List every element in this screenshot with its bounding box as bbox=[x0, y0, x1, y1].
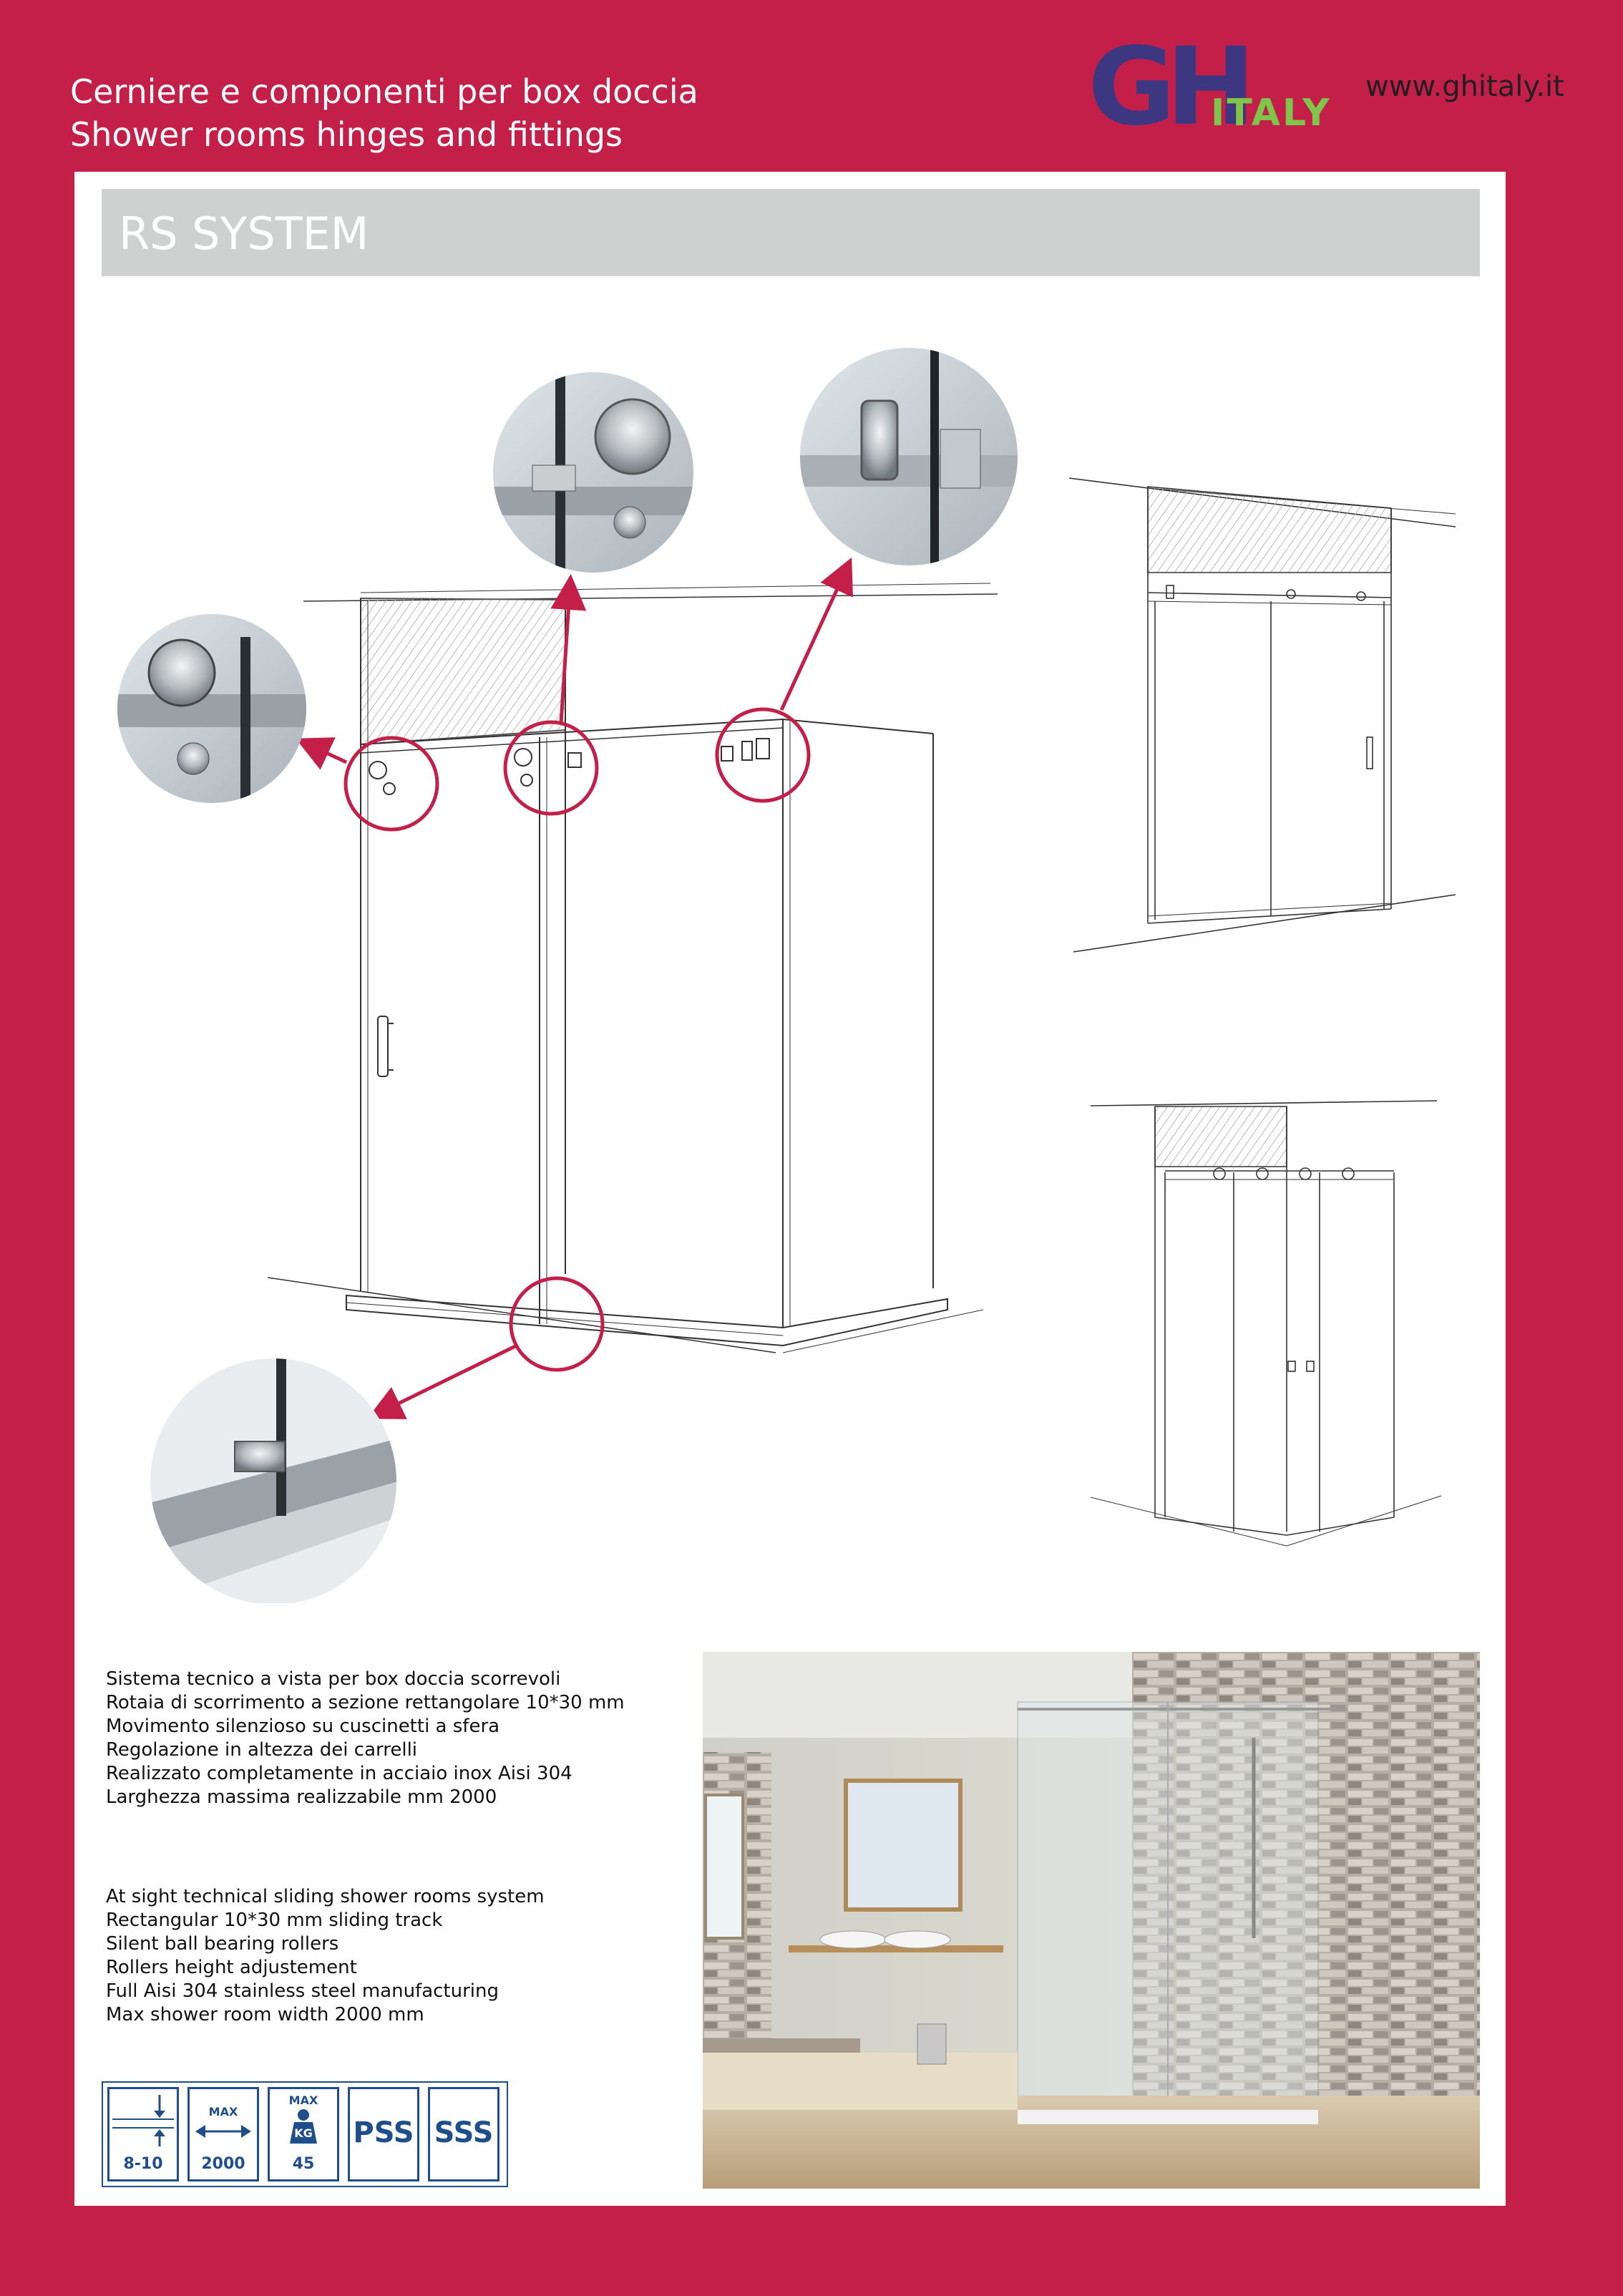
description-line: Rotaia di scorrimento a sezione rettangolare 10*30 mm bbox=[106, 1692, 625, 1713]
width-arrow-icon bbox=[190, 2121, 257, 2142]
technical-drawings bbox=[74, 172, 1506, 1603]
description-italian bbox=[106, 1668, 693, 1809]
description-line: Realizzato completamente in acciaio inox Aisi 304 bbox=[106, 1763, 572, 1784]
bathroom-render-photo bbox=[703, 1652, 1480, 2189]
glass-thickness-value: 8-10 bbox=[123, 2155, 163, 2173]
description-line: Full Aisi 304 stainless steel manufacturing bbox=[106, 1980, 499, 2002]
main-shower-sketch bbox=[268, 583, 998, 1353]
description-line: At sight technical sliding shower rooms system bbox=[106, 1886, 545, 1907]
max-weight-label: MAX bbox=[288, 2093, 318, 2107]
description-english bbox=[106, 1885, 693, 2027]
detail-photo-left-roller bbox=[117, 614, 306, 803]
detail-circle-right-stop bbox=[717, 709, 809, 801]
max-width-label: MAX bbox=[208, 2105, 238, 2119]
thickness-arrows-icon bbox=[109, 2091, 177, 2148]
description-line: Movimento silenzioso su cuscinetti a sfera bbox=[106, 1716, 500, 1737]
spec-icons-strip bbox=[102, 2081, 508, 2187]
website-link[interactable]: www.ghitaly.it bbox=[1365, 70, 1564, 103]
sss-label: SSS bbox=[434, 2116, 494, 2149]
elevation-sketch-front bbox=[1069, 478, 1456, 952]
max-weight-value: 45 bbox=[292, 2155, 315, 2173]
max-width-icon bbox=[187, 2087, 259, 2181]
pss-icon bbox=[348, 2087, 419, 2181]
sss-icon bbox=[428, 2087, 499, 2181]
max-weight-icon bbox=[268, 2087, 339, 2181]
glass-thickness-icon bbox=[107, 2087, 179, 2181]
detail-photo-top-roller bbox=[489, 372, 697, 580]
content-panel bbox=[74, 172, 1506, 2206]
pss-label: PSS bbox=[353, 2116, 414, 2149]
detail-photo-bottom-guide bbox=[149, 1358, 398, 1603]
weight-unit-label: KG bbox=[294, 2126, 313, 2140]
description-line: Rectangular 10*30 mm sliding track bbox=[106, 1910, 443, 1931]
description-line: Silent ball bearing rollers bbox=[106, 1933, 339, 1955]
logo-italy-text: ITALY bbox=[1211, 92, 1332, 135]
description-line: Rollers height adjustement bbox=[106, 1957, 357, 1978]
arrow-bottom-detail bbox=[374, 1346, 517, 1416]
gh-italy-logo[interactable] bbox=[1088, 25, 1360, 150]
page-title: RS SYSTEM bbox=[119, 208, 369, 260]
elevation-sketch-corner bbox=[1091, 1101, 1441, 1546]
header-line-italian: Cerniere e componenti per box doccia bbox=[70, 72, 698, 111]
detail-markers bbox=[346, 709, 809, 1370]
description-line: Larghezza massima realizzabile mm 2000 bbox=[106, 1786, 497, 1808]
arrow-left-detail bbox=[302, 741, 346, 762]
header-line-english: Shower rooms hinges and fittings bbox=[70, 115, 623, 154]
detail-circle-center-roller bbox=[505, 722, 597, 814]
description-line: Regolazione in altezza dei carrelli bbox=[106, 1739, 418, 1761]
description-line: Sistema tecnico a vista per box doccia scorrevoli bbox=[106, 1668, 561, 1690]
logo-gh-text: GH bbox=[1088, 25, 1246, 150]
max-width-value: 2000 bbox=[201, 2155, 245, 2173]
description-line: Max shower room width 2000 mm bbox=[106, 2004, 424, 2025]
detail-photo-end-stop bbox=[800, 348, 1022, 570]
